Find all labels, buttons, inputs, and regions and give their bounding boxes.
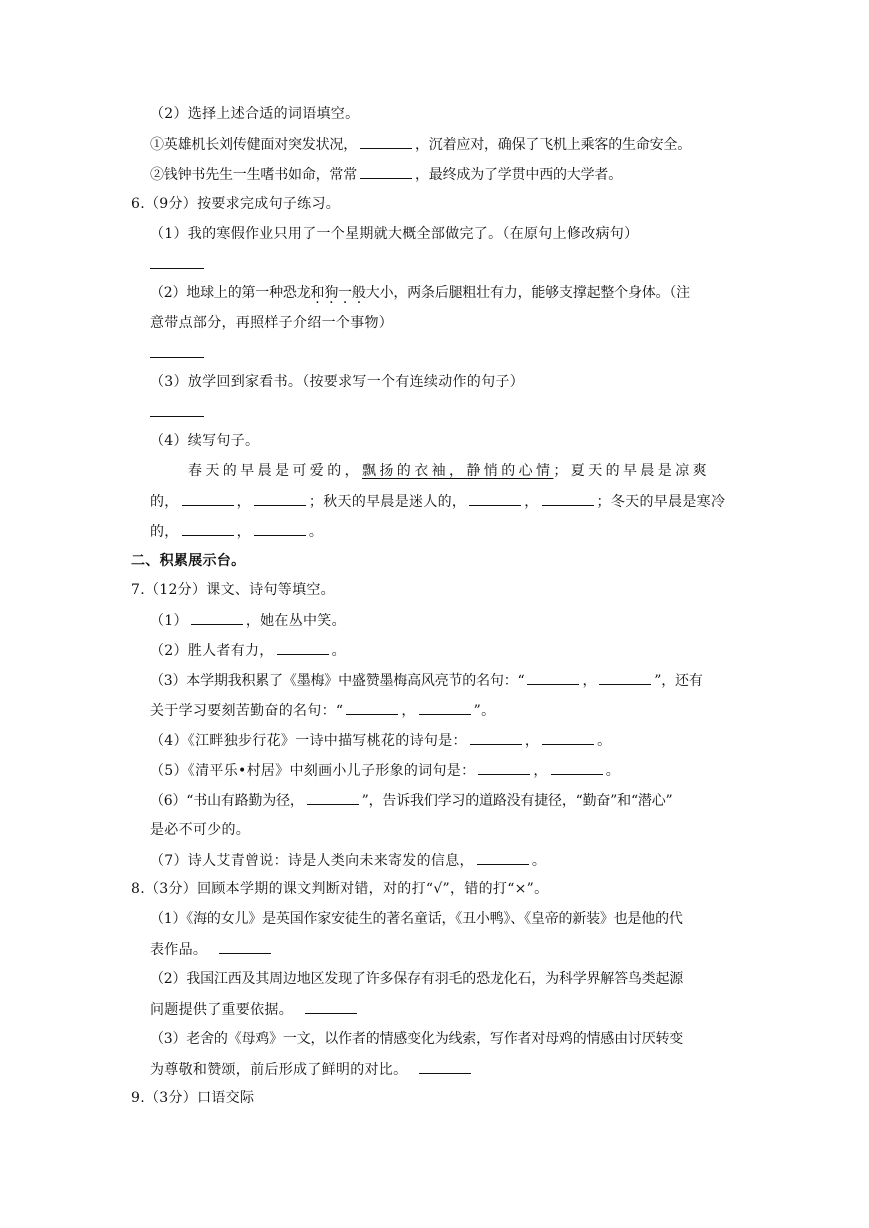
emphasis-char: 一: [338, 285, 352, 301]
answer-blank[interactable]: [182, 491, 234, 506]
q5-sentence-1: ①英雄机长刘传健面对突发状况， ，沉着应对，确保了飞机上乘客的生命安全。: [150, 134, 691, 154]
answer-blank[interactable]: [360, 134, 412, 149]
q7-part3-line1: （3）本学期我积累了《墨梅》中盛赞墨梅高风亮节的名句：“ ， ”，还有: [150, 670, 703, 690]
answer-blank[interactable]: [346, 700, 398, 715]
q6-part3-answer: [150, 402, 204, 422]
answer-blank[interactable]: [477, 850, 529, 865]
q8-part3-line1: （3）老舍的《母鸡》一文，以作者的情感变化为线索，写作者对母鸡的情感由讨厌转变: [150, 1031, 684, 1047]
answer-blank[interactable]: [150, 343, 204, 358]
answer-blank[interactable]: [254, 521, 306, 536]
q6-part4-line1: 春天的早晨是可爱的，飘扬的衣袖，静悄的心情；夏天的早晨是凉爽: [188, 463, 711, 479]
q8-part1-line1: （1）《海的女儿》是英国作家安徒生的著名童话，《丑小鸭》、《皇帝的新装》也是他的代: [150, 911, 683, 927]
q7-part2: （2）胜人者有力， 。: [150, 640, 346, 660]
q6-part4-line2: 的， ， ；秋天的早晨是迷人的， ， ；冬天的早晨是寒冷: [150, 491, 725, 511]
q7-part7: （7）诗人艾青曾说：诗是人类向未来寄发的信息， 。: [150, 850, 546, 870]
answer-blank[interactable]: [551, 760, 603, 775]
section-heading: 二、积累展示台。: [131, 553, 246, 569]
q8-heading: 8.（3分）回顾本学期的课文判断对错，对的打“√”，错的打“×”。: [131, 881, 549, 897]
answer-blank[interactable]: [542, 491, 594, 506]
answer-blank[interactable]: [277, 640, 329, 655]
q6-part1: （1）我的寒假作业只用了一个星期就大概全部做完了。（在原句上修改病句）: [150, 226, 639, 242]
answer-blank[interactable]: [478, 760, 530, 775]
q5-part2-instruction: （2）选择上述合适的词语填空。: [150, 106, 360, 122]
emphasis-char: 般: [351, 285, 366, 301]
q7-part1: （1） ，她在丛中笑。: [150, 610, 346, 630]
answer-blank[interactable]: [219, 939, 271, 954]
answer-blank[interactable]: [191, 610, 243, 625]
q9-heading: 9.（3分）口语交际: [131, 1090, 255, 1106]
q8-part2-line1: （2）我国江西及其周边地区发现了许多保存有羽毛的恐龙化石，为科学界解答鸟类起源: [150, 971, 684, 987]
q7-part6-line1: （6）“书山有路勤为径， ”，告诉我们学习的道路没有捷径，“勤奋”和“潜心”: [150, 790, 672, 810]
answer-blank[interactable]: [419, 700, 471, 715]
answer-blank[interactable]: [419, 1059, 471, 1074]
answer-blank[interactable]: [542, 730, 594, 745]
q8-part2-line2: 问题提供了重要依据。: [150, 999, 360, 1019]
q6-part4-line3: 的， ， 。: [150, 521, 323, 541]
answer-blank[interactable]: [527, 670, 579, 685]
q5-sentence-2: ②钱钟书先生一生嗜书如命，常常 ，最终成为了学贯中西的大学者。: [150, 164, 622, 184]
answer-blank[interactable]: [360, 164, 412, 179]
q6-part1-answer: [150, 254, 204, 274]
q8-part1-line2: 表作品。: [150, 939, 274, 959]
q6-heading: 6.（9分）按要求完成句子练习。: [131, 196, 341, 212]
q6-part2-line1: （2）地球上的第一种恐龙和狗一般大小，两条后腿粗壮有力，能够支撑起整个身体。（注: [150, 285, 690, 301]
answer-blank[interactable]: [307, 790, 359, 805]
emphasis-char: 和: [310, 285, 325, 301]
answer-blank[interactable]: [254, 491, 306, 506]
q7-part6-line2: 是必不可少的。: [150, 822, 251, 838]
example-underlined: 飘扬的衣袖，静悄的心情: [362, 463, 554, 479]
emphasis-char: 狗: [324, 285, 339, 301]
answer-blank[interactable]: [150, 254, 204, 269]
q6-part4: （4）续写句子。: [150, 433, 260, 449]
q7-heading: 7.（12分）课文、诗句等填空。: [131, 582, 335, 598]
answer-blank[interactable]: [469, 491, 521, 506]
answer-blank[interactable]: [150, 402, 204, 417]
q7-part4: （4）《江畔独步行花》一诗中描写桃花的诗句是： ， 。: [150, 730, 611, 750]
q8-part3-line2: 为尊敬和赞颂，前后形成了鲜明的对比。: [150, 1059, 474, 1079]
answer-blank[interactable]: [182, 521, 234, 536]
answer-blank[interactable]: [305, 999, 357, 1014]
answer-blank[interactable]: [470, 730, 522, 745]
q6-part3: （3）放学回到家看书。（按要求写一个有连续动作的句子）: [150, 374, 525, 390]
q6-part2-answer: [150, 343, 204, 363]
q7-part3-line2: 关于学习要刻苦勤奋的名句：“ ， ”。: [150, 700, 495, 720]
answer-blank[interactable]: [599, 670, 651, 685]
q7-part5: （5）《清平乐•村居》中刻画小儿子形象的词句是： ， 。: [150, 760, 620, 780]
q6-part2-line2: 意带点部分，再照样子介绍一个事物）: [150, 315, 394, 331]
